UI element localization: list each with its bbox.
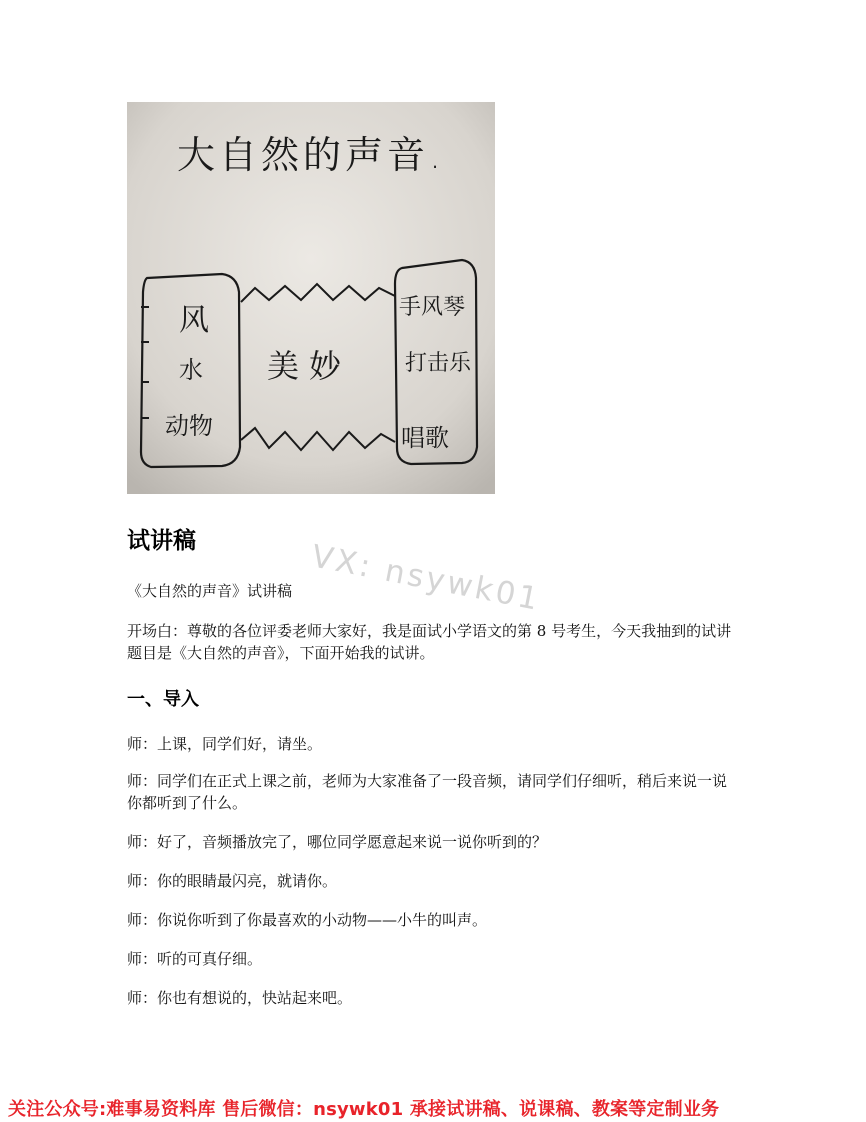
- promo-footer: 关注公众号:难事易资料库 售后微信：nsywk01 承接试讲稿、说课稿、教案等定制业务: [8, 1099, 720, 1120]
- dialogue-line: 师：你说你听到了你最喜欢的小动物——小牛的叫声。: [127, 911, 488, 929]
- center-label: 美妙: [267, 347, 352, 385]
- dialogue-line: 师：听的可真仔细。: [127, 950, 263, 968]
- dialogue-line: 师：好了，音频播放完了，哪位同学愿意起来说一说你听到的？: [127, 833, 548, 851]
- right-box-item-accordion: 手风琴: [399, 295, 466, 320]
- lecture-subtitle: 《大自然的声音》试讲稿: [127, 582, 293, 600]
- right-box-item-percussion: 打击乐: [405, 351, 472, 376]
- opening-paragraph: 开场白：尊敬的各位评委老师大家好，我是面试小学语文的第 8 号考生，今天我抽到的试讲题目是《大自然的声音》，下面开始我的试讲。: [127, 622, 732, 662]
- left-box-item-water: 水: [179, 356, 203, 384]
- dialogue-line: 师：同学们在正式上课之前，老师为大家准备了一段音频，请同学们仔细听，稍后来说一说你都听到了什么。: [127, 772, 728, 812]
- left-box-item-animals: 动物: [165, 412, 213, 440]
- right-box-item-singing: 唱歌: [401, 424, 449, 452]
- dialogue-line: 师：你也有想说的，快站起来吧。: [127, 989, 353, 1007]
- watermark: VX: nsywk01: [308, 538, 544, 619]
- board-title: 大自然的声音.: [177, 133, 446, 177]
- blackboard-design-photo: [127, 102, 495, 494]
- page-heading: 试讲稿: [127, 528, 196, 554]
- dialogue-line: 师：上课，同学们好，请坐。: [127, 735, 323, 753]
- left-box-item-wind: 风: [179, 303, 209, 338]
- dialogue-line: 师：你的眼睛最闪亮，就请你。: [127, 872, 338, 890]
- section-title-intro: 一、导入: [127, 689, 199, 710]
